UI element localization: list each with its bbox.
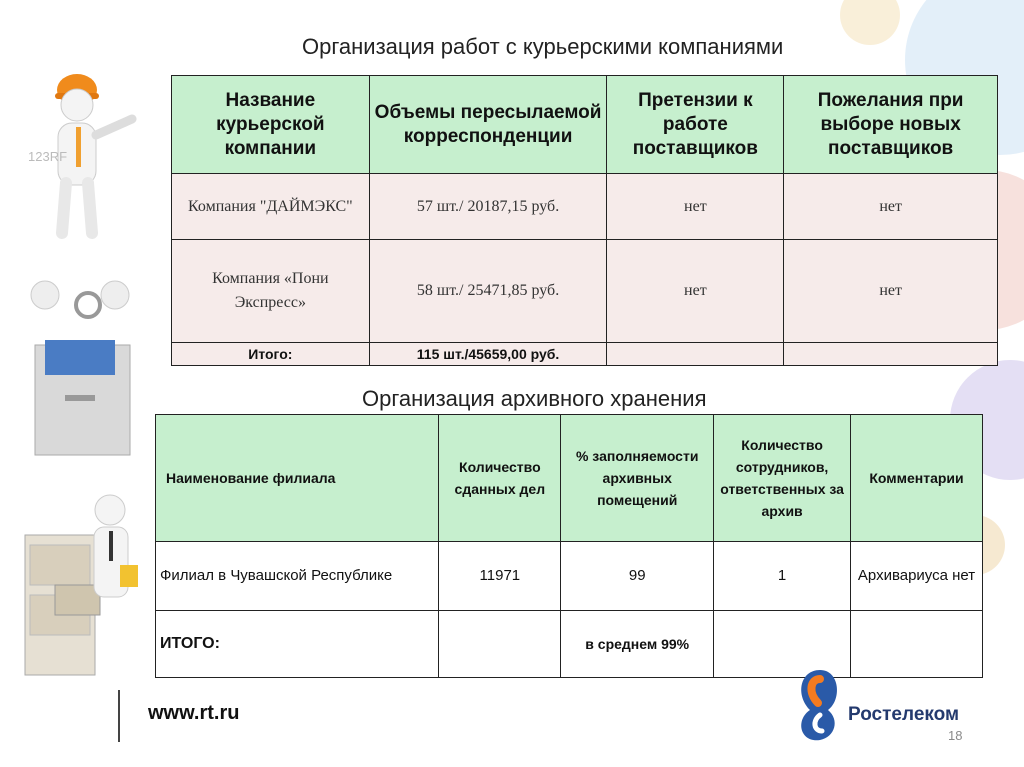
cell-cases: 11971 bbox=[439, 542, 561, 611]
footer-divider bbox=[118, 690, 120, 742]
total-fill: в среднем 99% bbox=[561, 611, 714, 678]
table-header-row bbox=[156, 415, 983, 542]
cell-volume: 57 шт./ 20187,15 руб. bbox=[369, 174, 607, 240]
archive-storage-table bbox=[155, 414, 983, 678]
rostelecom-logo-icon bbox=[790, 665, 850, 745]
total-label: ИТОГО: bbox=[156, 611, 439, 678]
cell-company: Компания "ДАЙМЭКС" bbox=[172, 174, 370, 240]
header-branch: Наименование филиала bbox=[156, 415, 439, 542]
total-empty-cell bbox=[439, 611, 561, 678]
page-number: 18 bbox=[948, 728, 963, 743]
footer-url-link[interactable]: www.rt.ru bbox=[148, 702, 240, 724]
cell-fill: 99 bbox=[561, 542, 714, 611]
svg-text:123RF: 123RF bbox=[28, 149, 68, 164]
cell-company: Компания «Пони Экспресс» bbox=[172, 240, 370, 343]
header-fill: % заполняемости архивных помещений bbox=[561, 415, 714, 542]
cell-comment: Архивариуса нет bbox=[851, 542, 983, 611]
table-total-row bbox=[172, 343, 998, 366]
cell-wishes: нет bbox=[784, 174, 998, 240]
total-empty-cell bbox=[607, 343, 784, 366]
cell-branch: Филиал в Чувашской Республике bbox=[156, 542, 439, 611]
cell-volume: 58 шт./ 25471,85 руб. bbox=[369, 240, 607, 343]
header-wishes: Пожелания при выборе новых поставщиков bbox=[784, 76, 998, 174]
file-cabinet-icon bbox=[25, 495, 138, 675]
header-company-name: Название курьерской компании bbox=[172, 76, 370, 174]
cell-claims: нет bbox=[607, 240, 784, 343]
cell-staff: 1 bbox=[714, 542, 851, 611]
header-claims: Претензии к работе поставщиков bbox=[607, 76, 784, 174]
brand-name: Ростелеком bbox=[848, 704, 960, 725]
total-empty-cell bbox=[784, 343, 998, 366]
archive-cabinet-icon bbox=[31, 281, 130, 455]
table-header-row bbox=[172, 76, 998, 174]
table-row bbox=[172, 174, 998, 240]
header-volume: Объемы пересылаемой корреспонденции bbox=[369, 76, 607, 174]
courier-section-title: Организация работ с курьерскими компаниями bbox=[302, 34, 784, 59]
header-comment: Комментарии bbox=[851, 415, 983, 542]
cell-claims: нет bbox=[607, 174, 784, 240]
courier-companies-table bbox=[171, 75, 998, 366]
total-empty-cell bbox=[851, 611, 983, 678]
archive-section-title: Организация архивного хранения bbox=[362, 386, 707, 411]
total-label: Итого: bbox=[172, 343, 370, 366]
table-row bbox=[156, 542, 983, 611]
header-cases: Количество сданных дел bbox=[439, 415, 561, 542]
header-staff: Количество сотрудников, ответственных за архив bbox=[714, 415, 851, 542]
total-volume: 115 шт./45659,00 руб. bbox=[369, 343, 607, 366]
table-row bbox=[172, 240, 998, 343]
table-total-row bbox=[156, 611, 983, 678]
worker-illustrations bbox=[20, 55, 160, 695]
cell-wishes: нет bbox=[784, 240, 998, 343]
